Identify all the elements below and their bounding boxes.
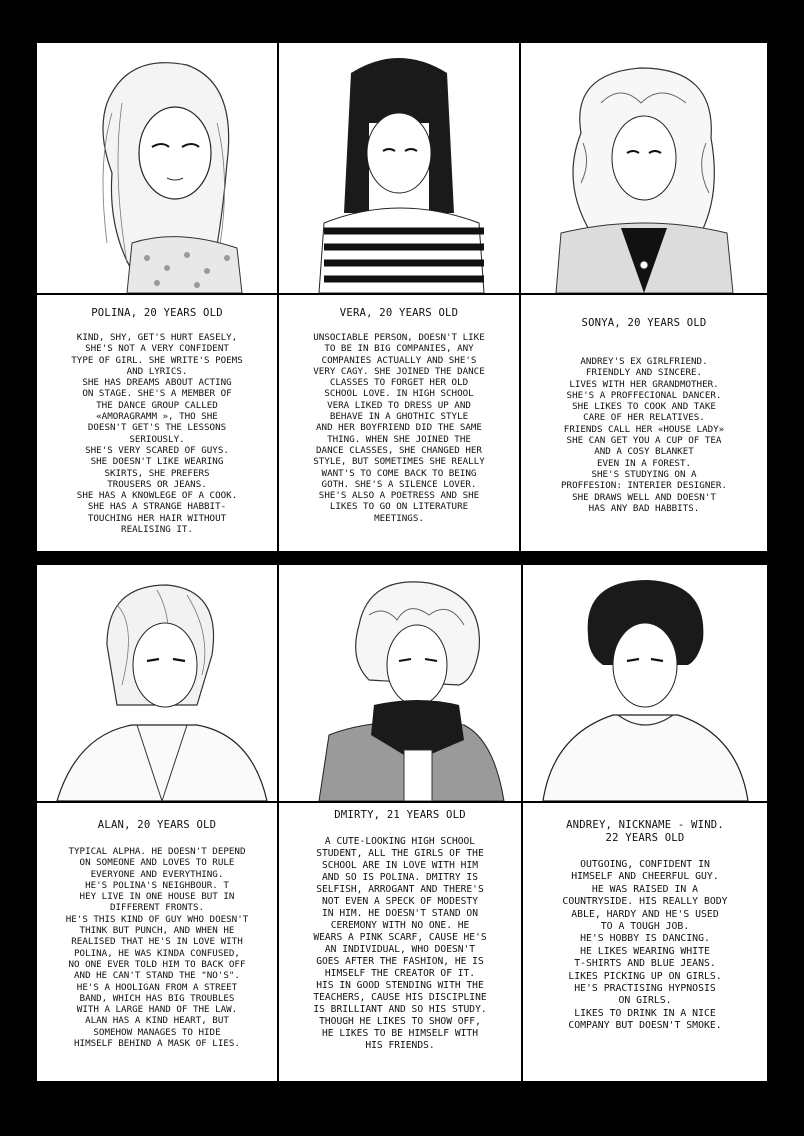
portrait-polina [36,42,278,294]
character-bio: UNSOCIABLE PERSON, DOESN'T LIKE TO BE IN BIG COMPANIES, ANY COMPANIES ACTUALLY AND SHE'S VERY CAGY. SHE JOINED THE DANCE CLASSES TO FORGET HER OLD SCHOOL LOVE. IN HIGH SCHOOL VERA LIKED TO DRESS UP AND BEHAVE IN A GHOTHIC STYLE AND HER BOYFRIEND DID THE SAME THING. WHEN SHE JOINED THE DANCE CLASSES, SHE CHANGED HER STYLE, BUT SOMETIMES SHE REALLY WANT'S TO COME BACK TO BEING GOTH. SHE'S A SILENCE LOVER. SHE'S ALSO A POETRESS AND SHE LIKES TO GO ON LITERATURE MEETINGS. [313,332,485,524]
portrait-alan [36,564,278,802]
character-name: ALAN, 20 YEARS OLD [97,819,217,831]
vera-illustration [279,43,519,293]
andrey-illustration [523,565,767,801]
character-bio: OUTGOING, CONFIDENT IN HIMSELF AND CHEERFUL GUY. HE WAS RAISED IN A COUNTRYSIDE. HIS REALLY BODY ABLE, HARDY AND HE'S USED TO A TOUGH JOB. HE'S HOBBY IS DANCING. HE LIKES WEARING WHITE T-SHIRTS AND BLUE JEANS. LIKES PICKING UP ON GIRLS. HE'S PRACTISING HYPNOSIS ON GIRLS. LIKES TO DRINK IN A NICE COMPANY BUT DOESN'T SMOKE. [562,859,728,1032]
character-bio: ANDREY'S EX GIRLFRIEND. FRIENDLY AND SINCERE. LIVES WITH HER GRANDMOTHER. SHE'S A PROFFECIONAL DANCER. SHE LIKES TO COOK AND TAKE CARE OF HER RELATIVES. FRIENDS CALL HER «HOUSE LADY» SHE CAN GET YOU A CUP OF TEA AND A COSY BLANKET EVEN IN A FOREST. SHE'S STUDYING ON A PROFFESION: INTERIER DESIGNER. SHE DRAWS WELL AND DOESN'T HAS ANY BAD HABBITS. [561,356,727,514]
bio-panel-polina [36,294,278,552]
bio-panel-vera [278,294,520,552]
character-name: POLINA, 20 YEARS OLD [91,307,223,319]
alan-illustration [37,565,277,801]
portrait-sonya [520,42,768,294]
dmitry-illustration [279,565,521,801]
character-name: SONYA, 20 YEARS OLD [581,317,707,329]
character-name: VERA, 20 YEARS OLD [339,307,459,319]
character-name: DMIRTY, 21 YEARS OLD [334,809,466,821]
portrait-andrey [522,564,768,802]
bio-panel-andrey [522,802,768,1082]
bio-panel-dmitry [278,802,522,1082]
character-bio: TYPICAL ALPHA. HE DOESN'T DEPEND ON SOMEONE AND LOVES TO RULE EVERYONE AND EVERYTHING. HE'S POLINA'S NEIGHBOUR. T HEY LIVE IN ONE HOUSE BUT IN DIFFERENT FRONTS. HE'S THIS KIND OF GUY WHO DOESN'T THINK BUT PUNCH, AND WHEN HE REALISED THAT HE'S IN LOVE WITH POLINA, HE WAS KINDA CONFUSED, NO ONE EVER TOLD HIM TO BACK OFF AND HE CAN'T STAND THE "NO'S". HE'S A HOOLIGAN FROM A STREET BAND, WHICH HAS BIG TROUBLES WITH A LARGE HAND OF THE LAW. ALAN HAS A KIND HEART, BUT SOMEHOW MANAGES TO HIDE HIMSELF BEHIND A MASK OF LIES. [65,846,249,1050]
portrait-vera [278,42,520,294]
portrait-dmitry [278,564,522,802]
character-bio: A CUTE-LOOKING HIGH SCHOOL STUDENT, ALL THE GIRLS OF THE SCHOOL ARE IN LOVE WITH HIM AND SO IS POLINA. DMITRY IS SELFISH, ARROGANT AND THERE'S NOT EVEN A SPECK OF MODESTY IN HIM. HE DOESN'T STAND ON CEREMONY WITH NO ONE. HE WEARS A PINK SCARF, CAUSE HE'S AN INDIVIDUAL, WHO DOESN'T GOES AFTER THE FASHION, HE IS HIMSELF THE CREATOR OF IT. HIS IN GOOD STENDING WITH THE TEACHERS, CAUSE HIS DISCIPLINE IS BRILLIANT AND SO HIS STUDY. THOUGH HE LIKES TO SHOW OFF, HE LIKES TO BE HIMSELF WITH HIS FRIENDS. [313,836,487,1051]
bio-panel-sonya [520,294,768,552]
polina-illustration [37,43,277,293]
sonya-illustration [521,43,767,293]
character-name: ANDREY, NICKNAME - WIND. 22 YEARS OLD [566,819,724,844]
character-bio: KIND, SHY, GET'S HURT EASELY, SHE'S NOT A VERY CONFIDENT TYPE OF GIRL. SHE WRITE'S POEMS AND LYRICS. SHE HAS DREAMS ABOUT ACTING ON STAGE. SHE'S A MEMBER OF THE DANCE GROUP CALLED «AMORAGRAMM », THO SHE DOESN'T GET'S THE LESSONS SERIOUSLY. SHE'S VERY SCARED OF GUYS. SHE DOESN'T LIKE WEARING SKIRTS, SHE PREFERS TROUSERS OR JEANS. SHE HAS A KNOWLEGE OF A COOK. SHE HAS A STRANGE HABBIT- TOUCHING HER HAIR WITHOUT REALISING IT. [71,332,243,536]
bio-panel-alan [36,802,278,1082]
